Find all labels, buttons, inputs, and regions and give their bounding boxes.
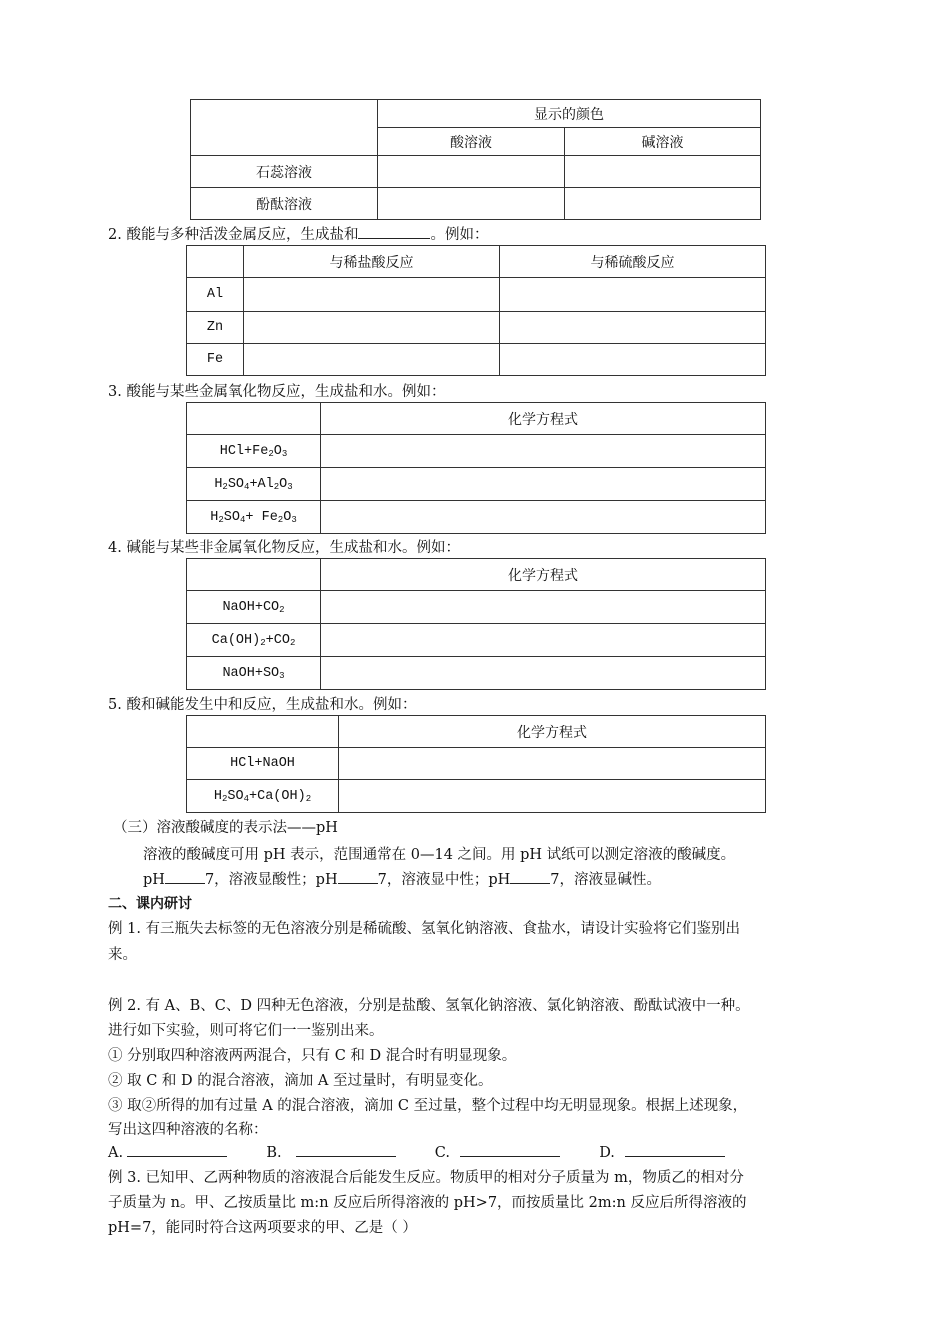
- example-2-line-1: 例 2. 有 A、B、C、D 四种无色溶液，分别是盐酸、氢氧化钠溶液、氯化钠溶液、酚酞试液中一种。: [108, 998, 750, 1014]
- answer-c-label: C.: [434, 1145, 450, 1161]
- formula-cell: $H_2SO_4+Ca(OH)_2$: [187, 780, 339, 813]
- answer-d-blank: [625, 1142, 725, 1157]
- ph-fill-line: pH 7，溶液显酸性；pH 7，溶液显中性；pH 7，溶液显碱性。: [143, 868, 661, 889]
- row-label: Fe: [187, 344, 244, 376]
- base-oxide-table: [186, 558, 766, 690]
- row-label: Zn: [187, 312, 244, 344]
- item-4-text: 4. 碱能与某些非金属氧化物反应，生成盐和水。例如：: [108, 540, 460, 556]
- item-5-text: 5. 酸和碱能发生中和反应，生成盐和水。例如：: [108, 697, 417, 713]
- formula-cell: HCl+NaOH: [187, 748, 339, 780]
- equation-header: 化学方程式: [321, 559, 766, 591]
- row-label: 石蕊溶液: [191, 156, 378, 188]
- example-2-step-1: ① 分别取四种溶液两两混合，只有 C 和 D 混合时有明显现象。: [108, 1048, 517, 1064]
- example-2-step-2: ② 取 C 和 D 的混合溶液，滴加 A 至过量时，有明显变化。: [108, 1073, 493, 1089]
- item-2-text: 2. 酸能与多种活泼金属反应，生成盐和 。例如：: [108, 223, 488, 244]
- blank-header-cell: [191, 100, 378, 156]
- formula-cell: $NaOH+SO_3$: [187, 657, 321, 690]
- fill-blank: [165, 869, 205, 884]
- base-solution-header: 碱溶液: [565, 128, 761, 156]
- neutralization-table: [186, 715, 766, 813]
- example-2-step-3b: 写出这四种溶液的名称：: [108, 1122, 268, 1138]
- fill-blank: [358, 224, 430, 239]
- answer-a-blank: [127, 1142, 227, 1157]
- example-1-line-1: 例 1. 有三瓶失去标签的无色溶液分别是稀硫酸、氢氧化钠溶液、食盐水，请设计实验将它们鉴别出: [108, 921, 741, 937]
- equation-header: 化学方程式: [339, 716, 766, 748]
- acid-oxide-table: [186, 402, 766, 534]
- answer-d-label: D.: [599, 1145, 615, 1161]
- fill-blank: [510, 869, 550, 884]
- answer-row: [108, 1142, 725, 1161]
- section-heading: 二、课内研讨: [108, 896, 192, 912]
- row-label: Al: [187, 278, 244, 312]
- section-3-title: （三）溶液酸碱度的表示法——pH: [113, 820, 338, 836]
- answer-c-blank: [460, 1142, 560, 1157]
- fill-blank: [338, 869, 378, 884]
- acid-solution-header: 酸溶液: [378, 128, 565, 156]
- indicator-color-table: [190, 99, 761, 220]
- answer-b-label: B.: [266, 1145, 282, 1161]
- example-3-line-2: 子质量为 n。甲、乙按质量比 m:n 反应后所得溶液的 pH>7，而按质量比 2m:n 反应后所得溶液的: [108, 1195, 747, 1211]
- formula-cell: $HCl+Fe_2O_3$: [187, 435, 321, 468]
- example-3-line-3: pH=7，能同时符合这两项要求的甲、乙是（ ）: [108, 1220, 417, 1236]
- metal-acid-table: [186, 245, 766, 376]
- hcl-reaction-header: 与稀盐酸反应: [244, 246, 500, 278]
- color-group-header: 显示的颜色: [378, 100, 761, 128]
- formula-cell: $H_2SO_4+ Fe_2O_3$: [187, 501, 321, 534]
- example-1-line-2: 来。: [108, 947, 137, 963]
- answer-b-blank: [296, 1142, 396, 1157]
- row-label: 酚酞溶液: [191, 188, 378, 220]
- example-2-line-2: 进行如下实验，则可将它们一一鉴别出来。: [108, 1023, 384, 1039]
- ph-range-text: 溶液的酸碱度可用 pH 表示，范围通常在 0—14 之间。用 pH 试纸可以测定溶液的酸碱度。: [143, 847, 736, 863]
- answer-a-label: A.: [108, 1145, 124, 1161]
- formula-cell: $NaOH+CO_2$: [187, 591, 321, 624]
- example-3-line-1: 例 3. 已知甲、乙两种物质的溶液混合后能发生反应。物质甲的相对分子质量为 m，物质乙的相对分: [108, 1170, 744, 1186]
- formula-cell: $Ca(OH)_2+CO_2$: [187, 624, 321, 657]
- item-3-text: 3. 酸能与某些金属氧化物反应，生成盐和水。例如：: [108, 384, 446, 400]
- example-2-step-3: ③ 取②所得的加有过量 A 的混合溶液，滴加 C 至过量，整个过程中均无明显现象。根据上述现象，: [108, 1098, 748, 1114]
- formula-cell: $H_2SO_4+Al_2O_3$: [187, 468, 321, 501]
- h2so4-reaction-header: 与稀硫酸反应: [500, 246, 766, 278]
- equation-header: 化学方程式: [321, 403, 766, 435]
